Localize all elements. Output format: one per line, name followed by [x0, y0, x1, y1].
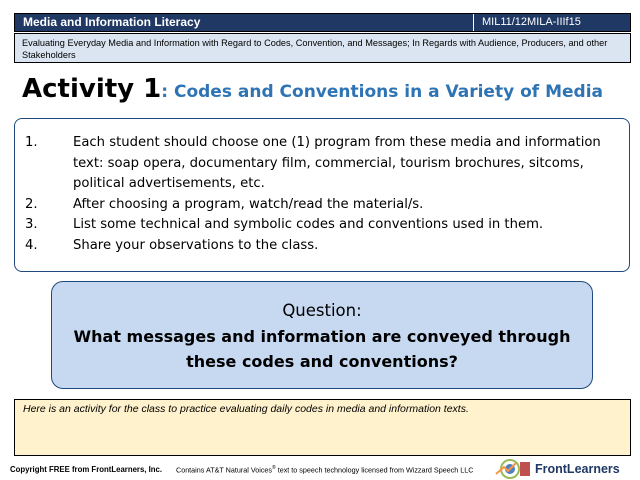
- activity-title-main: Activity 1: [22, 74, 162, 104]
- step-number: 4.: [25, 237, 38, 253]
- list-item: [25, 215, 619, 236]
- registered-mark: ®: [272, 465, 276, 471]
- list-item: [25, 133, 619, 195]
- step-text: After choosing a program, watch/read the material/s.: [73, 196, 424, 212]
- frontlearners-logo-icon: [494, 458, 532, 480]
- teacher-note: [14, 399, 631, 456]
- step-number: 3.: [25, 217, 38, 232]
- voices-credit-pre: Contains AT&T Natural Voices: [176, 465, 273, 475]
- question-text: What messages and information are conveyed through these codes and conventions?: [73, 327, 571, 371]
- instructions-list: [25, 133, 619, 256]
- logo-text: FrontLearners: [535, 462, 620, 476]
- list-item: [25, 236, 619, 257]
- instructions-box: [14, 118, 630, 272]
- teacher-note-text: Here is an activity for the class to practice evaluating daily codes in media and information texts.: [23, 403, 469, 415]
- list-item: [25, 195, 619, 216]
- course-code: MIL11/12MILA-IIIf15: [473, 14, 630, 31]
- activity-title: [22, 74, 603, 104]
- question-label: Question:: [282, 301, 362, 320]
- course-title: Media and Information Literacy: [23, 15, 201, 29]
- lesson-subtitle: Evaluating Everyday Media and Information with Regard to Codes, Convention, and Messages; In Regards with Audience, Producers, and other Stakeholders: [14, 33, 631, 63]
- frontlearners-logo: [494, 458, 620, 480]
- copyright-text: Copyright FREE from FrontLearners, Inc.: [10, 465, 163, 474]
- header-bar: [14, 13, 631, 32]
- voices-credit: [176, 465, 473, 474]
- question-box: [51, 281, 593, 389]
- voices-credit-post: text to speech technology licensed from Wizzard Speech LLC: [275, 465, 474, 475]
- step-number: 1.: [25, 135, 38, 150]
- step-text: Each student should choose one (1) program from these media and information text: soap opera, documentary film, commercial, tourism brochures, sitcoms, political advertisements, etc.: [73, 135, 601, 191]
- step-text: List some technical and symbolic codes and conventions used in them.: [73, 217, 544, 232]
- activity-title-sub: : Codes and Conventions in a Variety of Media: [161, 82, 603, 102]
- footer: [10, 462, 630, 480]
- step-text: Share your observations to the class.: [73, 237, 319, 253]
- step-number: 2.: [25, 196, 38, 212]
